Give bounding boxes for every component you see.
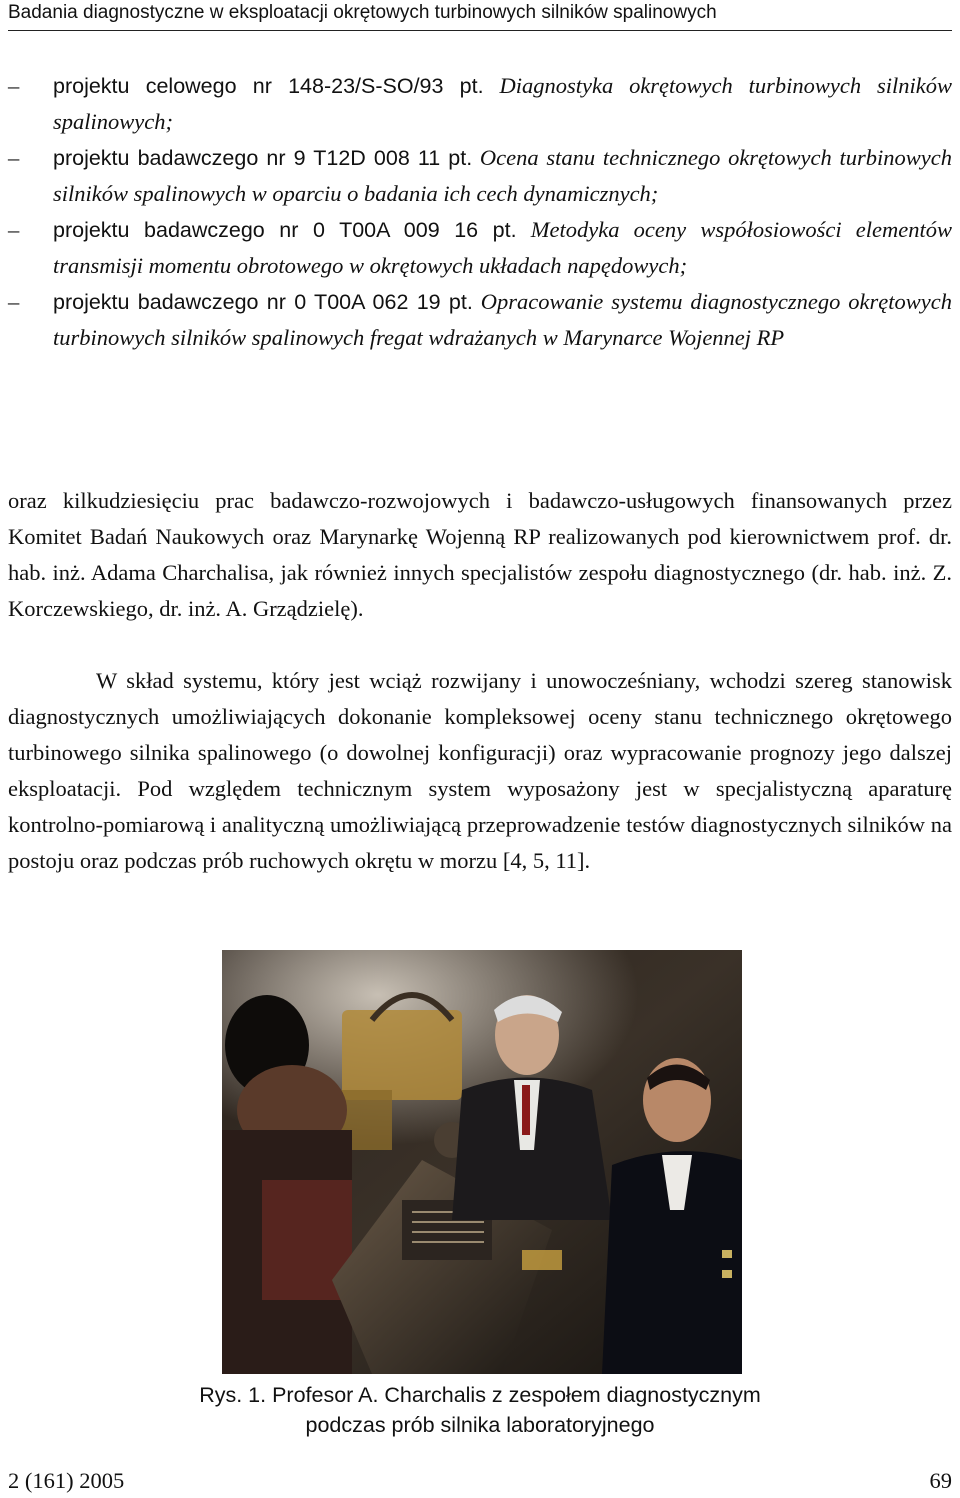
body-paragraph-2: W skład systemu, który jest wciąż rozwijany i unowocześniany, wchodzi szereg stanowisk diagnostycznych umożliwiających dokonanie kompleksowej oceny stanu technicznego okrętowego turbinowego silnika spalinowego (o dowolnej konfiguracji) oraz wypracowanie prognozy jego dalszej eksploatacji. Pod względem technicznym system wyposażony jest w specjalistyczną aparaturę kontrolno-pomiarową i analityczną umożliwiającą przeprowadzenie testów diagnostycznych silników na postoju oraz podczas prób ruchowych okrętu w morzu [4, 5, 11]. bbox=[8, 668, 952, 873]
project-list bbox=[8, 68, 952, 356]
project-lead: projektu badawczego nr 9 T12D 008 11 pt. bbox=[53, 146, 473, 170]
project-title: Diagnostyka okrętowych turbinowych silników spalinowych; bbox=[53, 73, 953, 134]
figure-photo bbox=[222, 950, 742, 1374]
list-item bbox=[8, 212, 952, 284]
running-header bbox=[8, 0, 952, 31]
project-lead: projektu badawczego nr 0 T00A 009 16 pt. bbox=[53, 218, 517, 242]
page-number: 69 bbox=[929, 1468, 952, 1493]
dash-bullet: – bbox=[8, 289, 20, 314]
project-title: Metodyka oceny współosiowości elementów transmisji momentu obrotowego w okrętowych układach napędowych; bbox=[53, 217, 953, 278]
caption-line-2: podczas prób silnika laboratoryjnego bbox=[305, 1413, 655, 1437]
project-title: Opracowanie systemu diagnostycznego okrętowych turbinowych silników spalinowych fregat wdrażanych w Marynarce Wojennej RP bbox=[53, 289, 953, 350]
project-lead: projektu celowego nr 148-23/S-SO/93 pt. bbox=[53, 74, 484, 98]
body-paragraph-1: oraz kilkudziesięciu prac badawczo-rozwojowych i badawczo-usługowych finansowanych przez Komitet Badań Naukowych oraz Marynarkę Wojenną RP realizowanych pod kierownictwem prof. dr. hab. inż. Adama Charchalisa, jak również innych specjalistów zespołu diagnostycznego (dr. hab. inż. Z. Korczewskiego, dr. inż. A. Grządzielę). bbox=[8, 488, 952, 621]
dash-bullet: – bbox=[8, 73, 20, 98]
photo-illustration bbox=[222, 950, 742, 1374]
dash-bullet: – bbox=[8, 145, 20, 170]
list-item bbox=[8, 68, 952, 140]
issue-number: 2 (161) 2005 bbox=[8, 1468, 125, 1493]
dash-bullet: – bbox=[8, 217, 20, 242]
project-title: Ocena stanu technicznego okrętowych turbinowych silników spalinowych w oparciu o badania ich cech dynamicznych; bbox=[53, 145, 953, 206]
figure-caption bbox=[8, 1380, 952, 1440]
list-item bbox=[8, 284, 952, 356]
project-lead: projektu badawczego nr 0 T00A 062 19 pt. bbox=[53, 290, 473, 314]
list-item bbox=[8, 140, 952, 212]
page-footer bbox=[8, 1466, 952, 1496]
caption-line-1: Rys. 1. Profesor A. Charchalis z zespołem diagnostycznym bbox=[199, 1383, 761, 1407]
running-header-title: Badania diagnostyczne w eksploatacji okrętowych turbinowych silników spalinowych bbox=[8, 2, 717, 23]
